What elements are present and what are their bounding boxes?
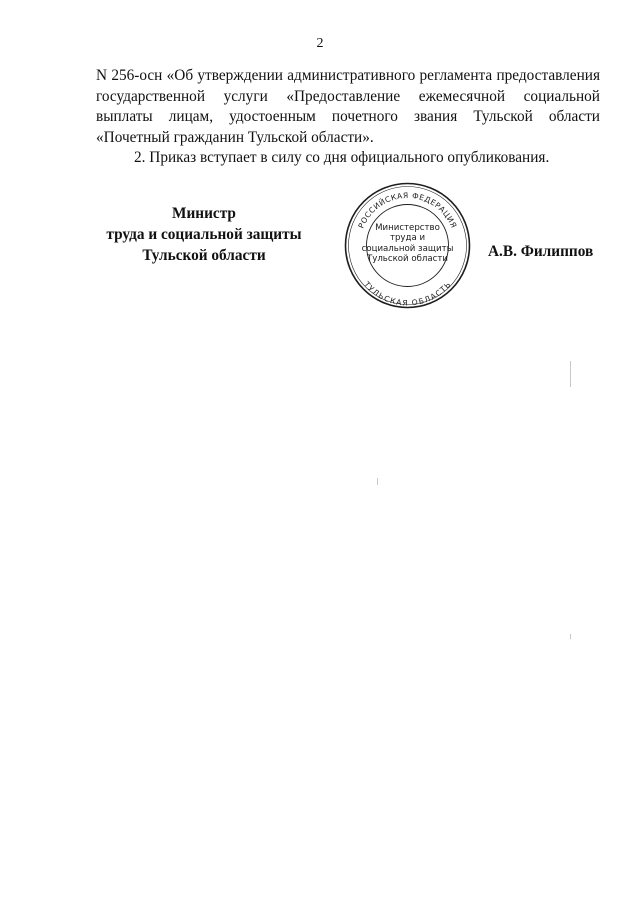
scan-speck — [570, 361, 571, 387]
seal-top-text: РОССИЙСКАЯ ФЕДЕРАЦИЯ — [356, 190, 459, 230]
scan-speck — [570, 634, 571, 639]
seal-bottom-text: ТУЛЬСКАЯ ОБЛАСТЬ — [362, 279, 453, 308]
position-line: Тульской области — [142, 247, 266, 264]
signatory-name: А.В. Филиппов — [488, 243, 594, 260]
position-line: труда и социальной защиты — [106, 226, 302, 243]
svg-text:ТУЛЬСКАЯ ОБЛАСТЬ — [362, 279, 453, 308]
scan-speck — [377, 478, 378, 485]
page-number: 2 — [316, 36, 324, 51]
seal-center-line: Министерство — [375, 223, 440, 233]
paragraph-order-effective: 2. Приказ вступает в силу со дня официального опубликования. — [134, 149, 550, 166]
seal-center-line: социальной защиты — [361, 243, 454, 254]
paragraph-regulation: N 256-осн «Об утверждении административного регламента предоставления государственной услуги «Предоставление ежемесячной социальной выплаты лицам, удостоенным почетного звания Тульской области «Почетный гражданин Тульской области». — [96, 67, 600, 146]
seal-center-line: Тульской области — [366, 254, 448, 265]
seal-center-text — [357, 223, 458, 265]
seal-center-line: труда и — [389, 233, 426, 244]
official-seal — [343, 181, 472, 310]
signatory-position — [96, 203, 312, 266]
document-body — [96, 66, 600, 169]
position-line: Министр — [172, 205, 236, 222]
